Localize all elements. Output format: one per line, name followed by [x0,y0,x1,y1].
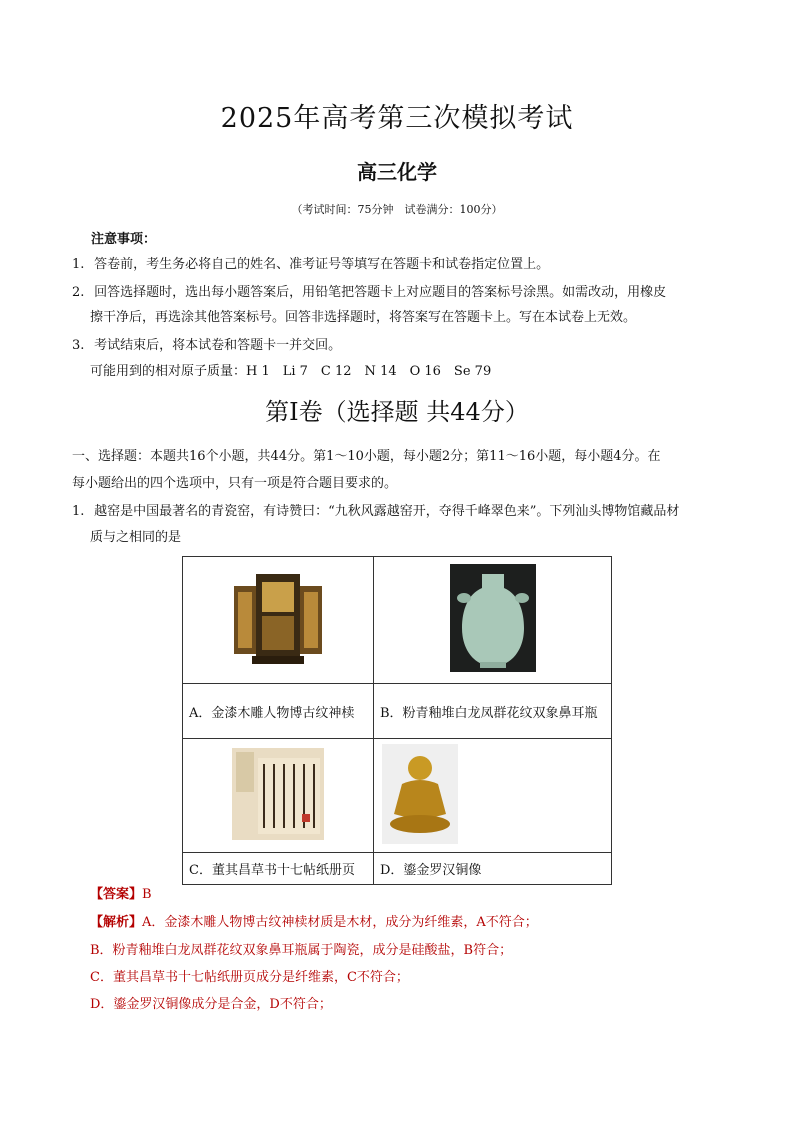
part-one-intro: 一、选择题：本题共16个小题，共44分。第1～10小题，每小题2分；第11～16小题，每小题4分。在 [72,449,661,464]
question-1 [72,502,679,522]
notice-item-number: 3. [72,338,85,353]
part-one-intro-cont: 每小题给出的四个选项中，只有一项是符合题目要求的。 [72,476,398,491]
analysis-line-4: D．鎏金罗汉铜像成分是合金，D不符合； [90,997,332,1012]
notice-item-text: 回答选择题时，选出每小题答案后，用铅笔把答题卡上对应题目的答案标号涂黑。如需改动，用橡皮 [94,285,667,300]
answer-tag: 【答案】 [90,887,143,902]
analysis-line-1 [90,913,538,933]
notice-item-number: 1. [72,257,85,272]
answer-value: B [142,887,152,902]
question-text: 越窑是中国最著名的青瓷窑，有诗赞曰：“九秋风露越窑开，夺得千峰翠色来”。下列汕头博物馆藏品材 [94,504,680,519]
notice-item-text: 考试结束后，将本试卷和答题卡一并交回。 [94,338,342,353]
gilt-bronze-arhat-image [382,744,458,844]
page-title: 2025年高考第三次模拟考试 [220,103,574,134]
notice-item-2-cont: 擦干净后，再选涂其他答案标号。回答非选择题时，将答案写在答题卡上。写在本试卷上无效。 [90,310,637,325]
option-d-label: D．鎏金罗汉铜像 [374,853,612,885]
shrine-cabinet-image [228,568,328,668]
option-b-image-cell [374,557,612,684]
question-1-cont: 质与之相同的是 [90,530,182,545]
option-d-image-cell [374,739,612,853]
atomic-mass-line: 可能用到的相对原子质量：H 1 Li 7 C 12 N 14 O 16 Se 79 [90,364,492,379]
analysis-text: A．金漆木雕人物博古纹神椟材质是木材，成分为纤维素，A不符合； [142,915,538,930]
calligraphy-album-image [232,748,324,840]
celadon-vase-image [450,564,536,672]
section-title: 第Ⅰ卷（选择题 共44分） [265,398,529,426]
option-a-image-cell [183,557,374,684]
option-b-label: B．粉青釉堆白龙凤群花纹双象鼻耳瓶 [374,684,612,739]
option-a-label: A．金漆木雕人物博古纹神椟 [183,684,374,739]
option-c-label: C．董其昌草书十七帖纸册页 [183,853,374,885]
options-table [182,556,612,885]
notice-item-number: 2. [72,285,85,300]
analysis-line-2: B．粉青釉堆白龙凤群花纹双象鼻耳瓶属于陶瓷，成分是硅酸盐，B符合； [90,943,513,958]
subject-title: 高三化学 [357,160,437,184]
answer-line [90,885,152,905]
notice-item-1 [72,255,549,275]
notice-item-text: 答卷前，考生务必将自己的姓名、准考证号等填写在答题卡和试卷指定位置上。 [94,257,550,272]
exam-info: （考试时间：75分钟 试卷满分：100分） [291,203,503,216]
notice-heading: 注意事项： [91,232,157,247]
analysis-tag: 【解析】 [90,915,143,930]
notice-item-3 [72,336,341,356]
option-c-image-cell [183,739,374,853]
notice-item-2 [72,283,666,303]
analysis-line-3: C．董其昌草书十七帖纸册页成分是纤维素，C不符合； [90,970,409,985]
question-number: 1. [72,504,85,519]
